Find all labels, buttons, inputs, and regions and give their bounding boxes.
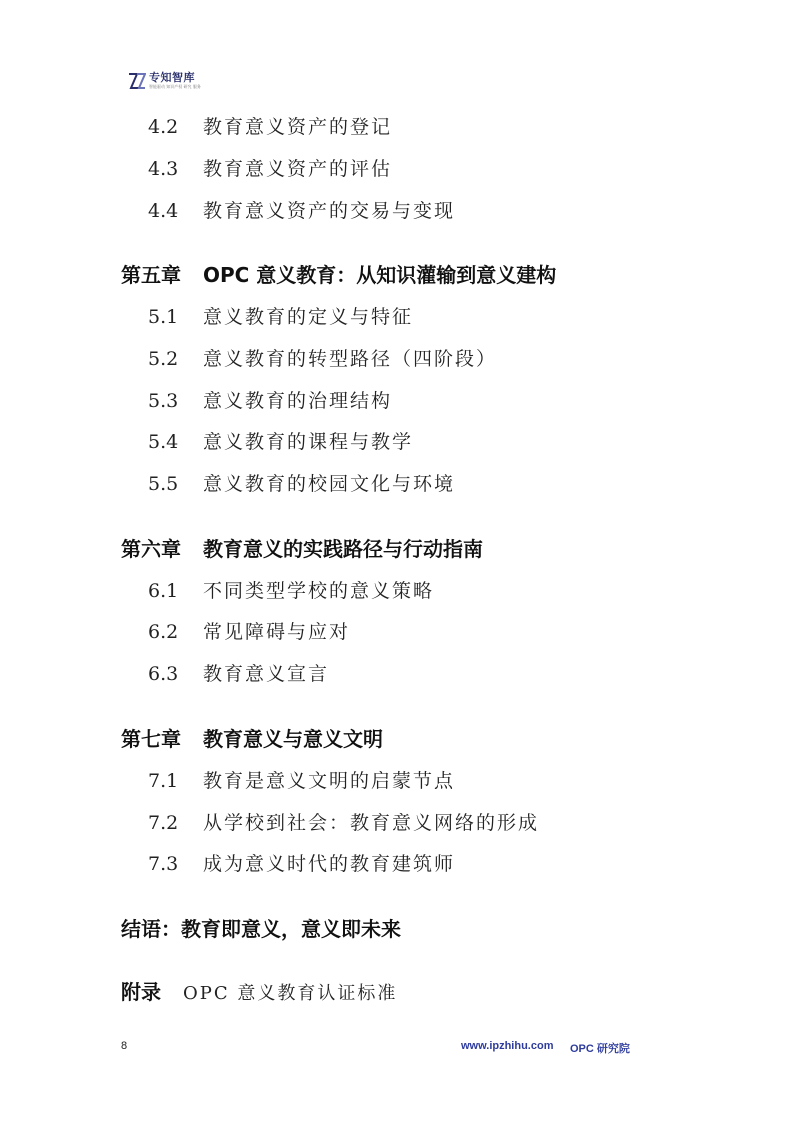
logo-tagline: 智能驱动 知识产权 研究 服务	[149, 84, 201, 89]
entry-number: 4.3	[148, 158, 179, 180]
toc-entry-5-3[interactable]	[148, 389, 392, 413]
conclusion-heading[interactable]	[121, 916, 401, 942]
entry-title: 意义教育的治理结构	[203, 390, 393, 412]
page-footer	[0, 1040, 794, 1060]
entry-number: 5.3	[148, 390, 179, 412]
toc-entry-6-2[interactable]	[148, 620, 350, 644]
toc-entry-7-2[interactable]	[148, 811, 539, 835]
toc-entry-4-4[interactable]	[148, 199, 455, 223]
toc-entry-6-1[interactable]	[148, 579, 434, 603]
toc-entry-7-1[interactable]	[148, 769, 455, 793]
appendix-heading[interactable]	[121, 976, 397, 1005]
logo-name: 专知智库	[149, 71, 195, 84]
chapter-title: 教育意义与意义文明	[203, 727, 383, 751]
chapter-label: 第七章	[121, 727, 181, 751]
chapter-title: OPC 意义教育：从知识灌输到意义建构	[203, 263, 557, 287]
chapter-label: 第五章	[121, 263, 181, 287]
page-number: 8	[121, 1040, 128, 1052]
entry-number: 6.3	[148, 663, 179, 685]
chapter-7-heading[interactable]	[121, 726, 383, 752]
chapter-title: 教育意义的实践路径与行动指南	[203, 537, 483, 561]
entry-number: 6.1	[148, 580, 179, 602]
entry-number: 7.3	[148, 853, 179, 875]
toc-entry-4-2[interactable]	[148, 115, 392, 139]
entry-number: 5.2	[148, 348, 179, 370]
entry-number: 7.2	[148, 812, 179, 834]
entry-title: 意义教育的定义与特征	[203, 306, 414, 328]
entry-number: 5.1	[148, 306, 179, 328]
appendix-label: 附录	[121, 980, 161, 1004]
toc-entry-7-3[interactable]	[148, 852, 455, 876]
entry-number: 5.5	[148, 473, 179, 495]
zl-logo-icon	[128, 72, 146, 90]
entry-title: 从学校到社会：教育意义网络的形成	[203, 812, 540, 834]
website-link[interactable]: www.ipzhihu.com	[461, 1040, 554, 1052]
entry-title: 成为意义时代的教育建筑师	[203, 853, 456, 875]
toc-entry-5-4[interactable]	[148, 430, 413, 454]
entry-number: 4.4	[148, 200, 179, 222]
organization-name: OPC 研究院	[570, 1043, 630, 1055]
entry-title: 教育是意义文明的启蒙节点	[203, 770, 456, 792]
toc-entry-5-2[interactable]	[148, 347, 497, 371]
entry-title: 意义教育的校园文化与环境	[203, 473, 456, 495]
appendix-title: OPC 意义教育认证标准	[183, 983, 398, 1004]
entry-number: 7.1	[148, 770, 179, 792]
chapter-label: 第六章	[121, 537, 181, 561]
chapter-5-heading[interactable]	[121, 262, 556, 288]
entry-title: 教育意义资产的登记	[203, 116, 393, 138]
entry-title: 教育意义资产的交易与变现	[203, 200, 456, 222]
entry-number: 5.4	[148, 431, 179, 453]
entry-title: 教育意义宣言	[203, 663, 330, 685]
entry-title: 意义教育的课程与教学	[203, 431, 414, 453]
entry-number: 6.2	[148, 621, 179, 643]
toc-entry-5-5[interactable]	[148, 472, 455, 496]
entry-title: 常见障碍与应对	[203, 621, 351, 643]
chapter-6-heading[interactable]	[121, 536, 483, 562]
entry-title: 教育意义资产的评估	[203, 158, 393, 180]
entry-number: 4.2	[148, 116, 179, 138]
toc-entry-6-3[interactable]	[148, 662, 329, 686]
toc-entry-5-1[interactable]	[148, 305, 413, 329]
toc-entry-4-3[interactable]	[148, 157, 392, 181]
brand-logo	[128, 72, 201, 90]
entry-title: 不同类型学校的意义策略	[203, 580, 435, 602]
entry-title: 意义教育的转型路径（四阶段）	[203, 348, 498, 370]
conclusion-title: 结语：教育即意义，意义即未来	[121, 917, 401, 941]
